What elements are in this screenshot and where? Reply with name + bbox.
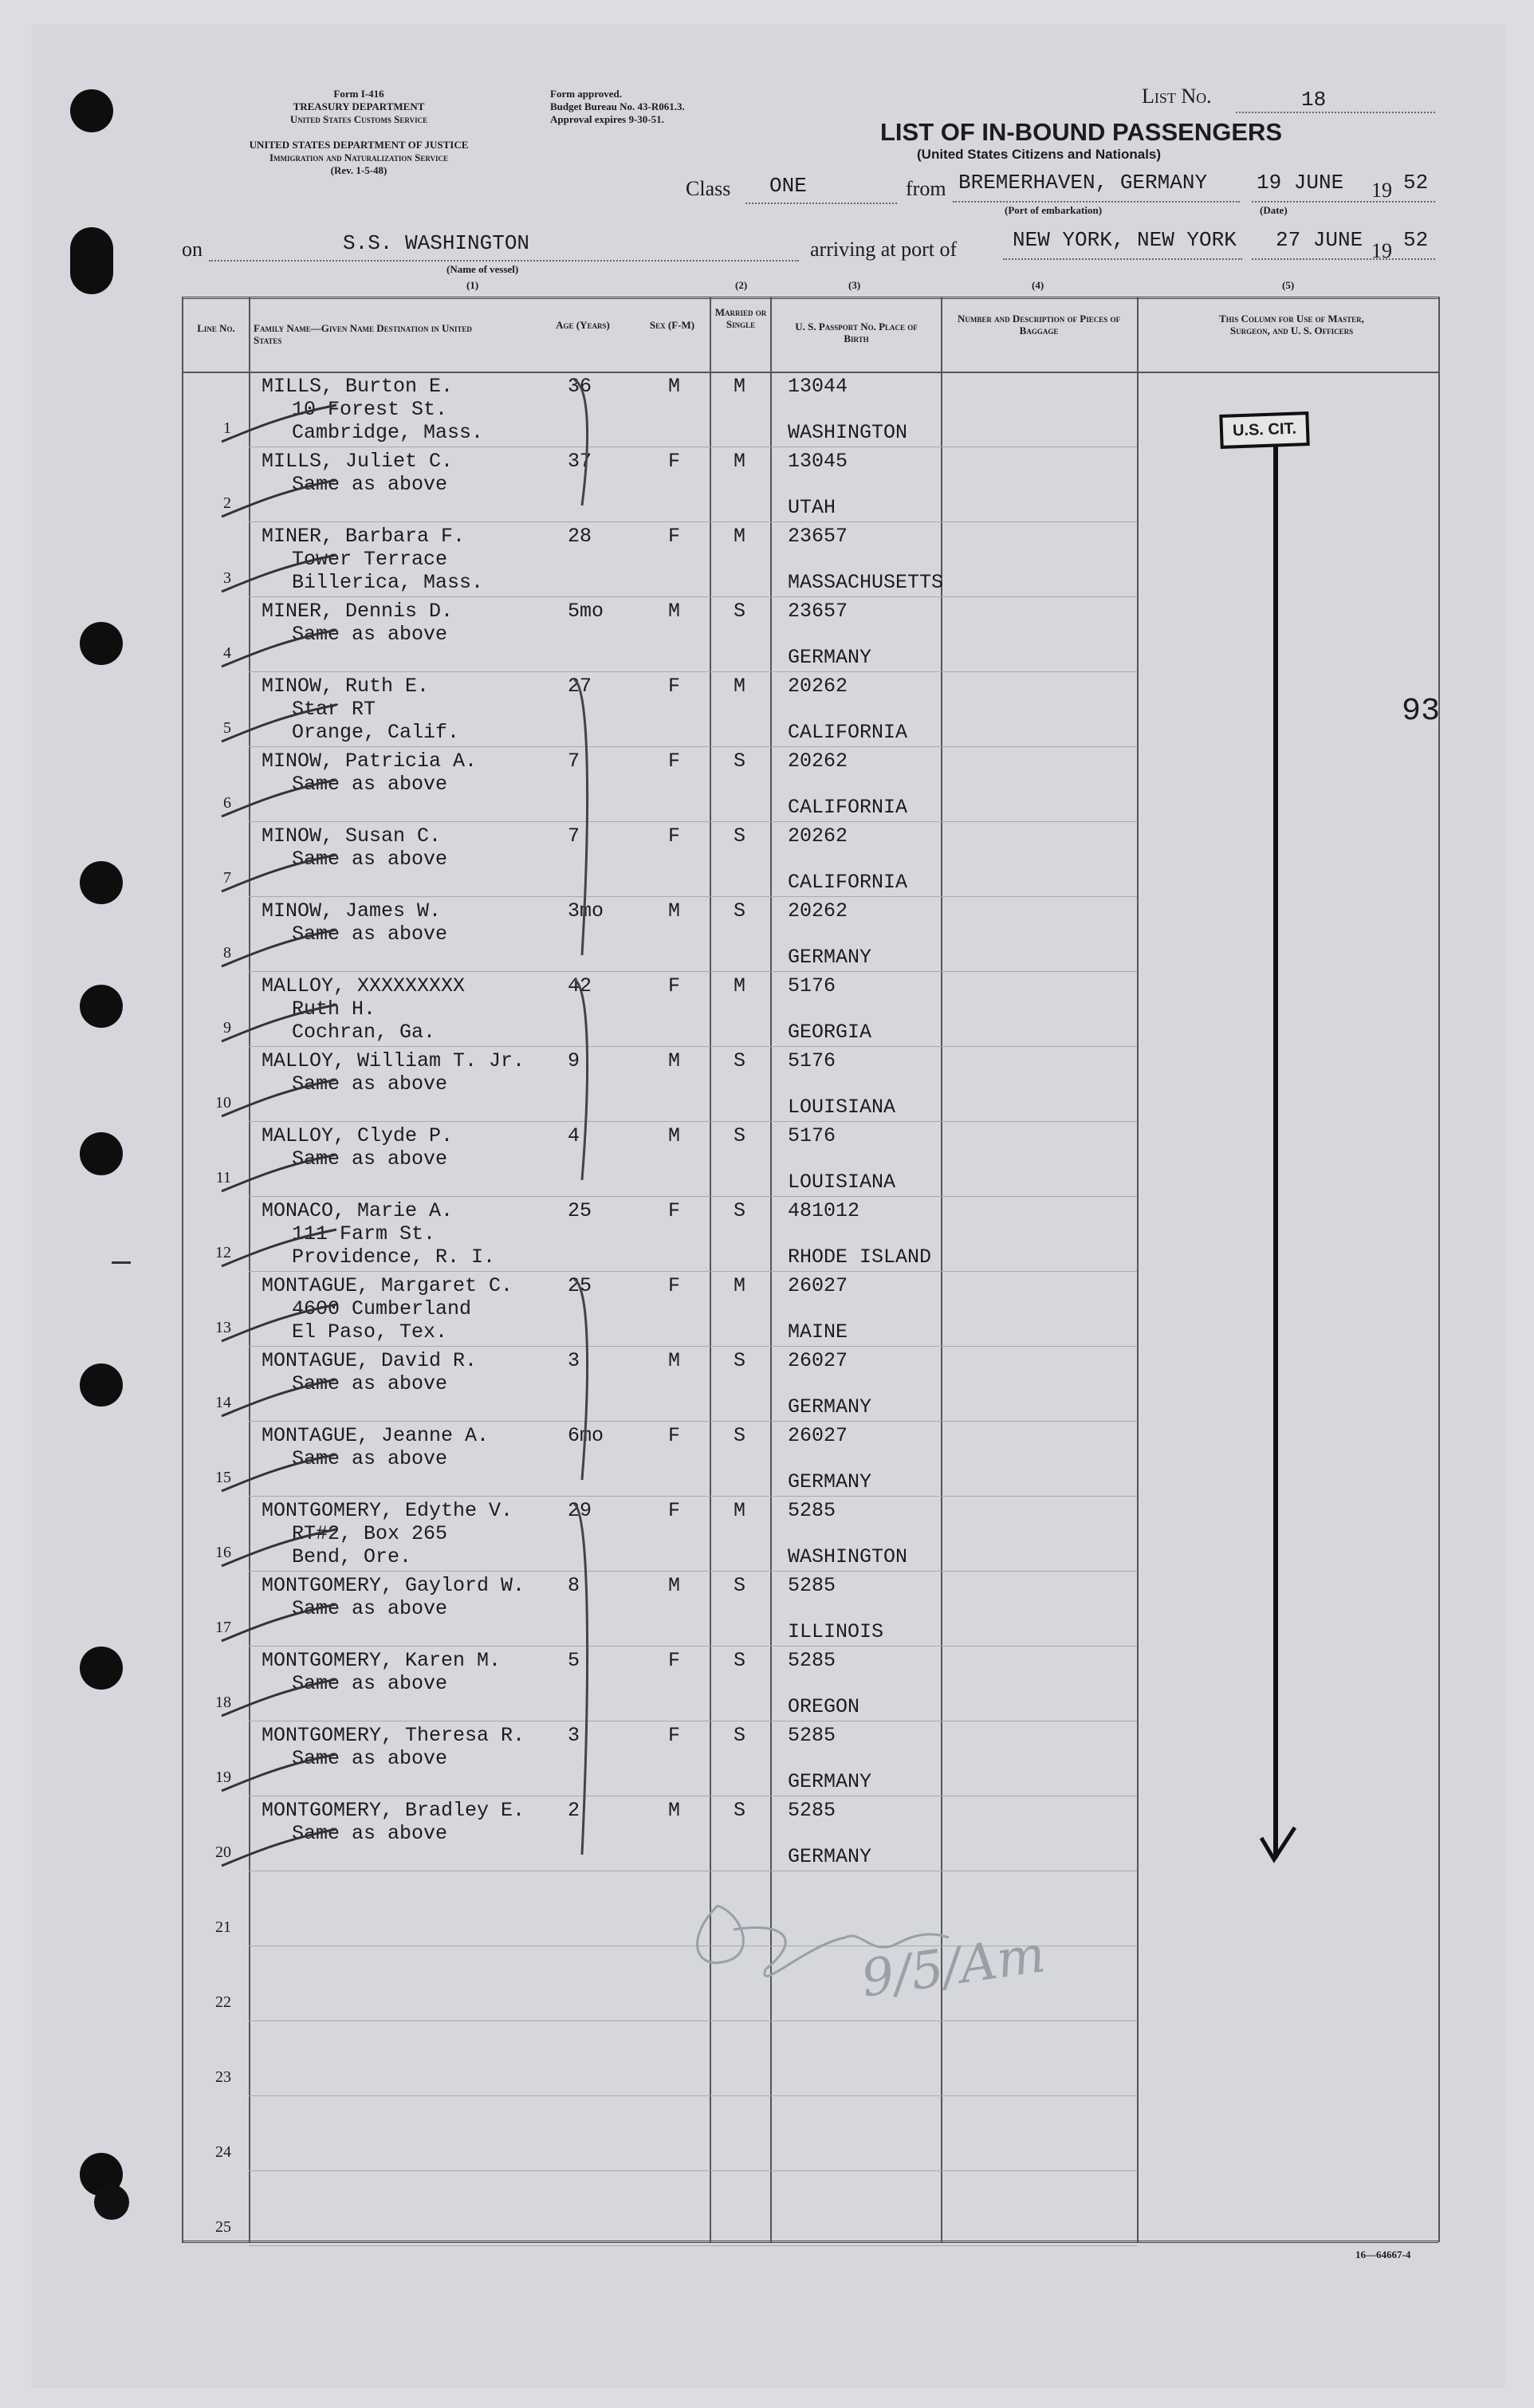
col-header-line-no: Line No. bbox=[197, 322, 235, 334]
age-value: 7 bbox=[568, 750, 580, 773]
passport-number: 13044 bbox=[788, 375, 848, 398]
family-bracket bbox=[558, 679, 606, 955]
place-of-birth: GERMANY bbox=[788, 646, 872, 669]
marital-status: S bbox=[734, 1349, 746, 1372]
binder-hole bbox=[80, 622, 123, 665]
sex-value: M bbox=[668, 375, 681, 398]
destination-line: Same as above bbox=[292, 773, 448, 796]
check-mark-icon bbox=[217, 1601, 344, 1649]
passenger-name: MONTGOMERY, Theresa R. bbox=[262, 1724, 525, 1747]
passenger-name: MALLOY, William T. Jr. bbox=[262, 1049, 525, 1072]
check-mark-icon bbox=[217, 1301, 344, 1349]
from-year-prefix: 19 bbox=[1371, 179, 1392, 202]
passport-number: 23657 bbox=[788, 525, 848, 548]
side-number: 93 bbox=[1402, 694, 1441, 730]
family-bracket bbox=[558, 1279, 606, 1480]
marital-status: S bbox=[734, 1049, 746, 1072]
age-value: 2 bbox=[568, 1799, 580, 1822]
sex-value: F bbox=[668, 974, 681, 997]
passenger-name: MINER, Barbara F. bbox=[262, 525, 466, 548]
sex-value: M bbox=[668, 1574, 681, 1597]
passport-number: 23657 bbox=[788, 600, 848, 623]
age-value: 4 bbox=[568, 1124, 580, 1147]
marital-status: S bbox=[734, 1424, 746, 1447]
line-number: 1 bbox=[223, 419, 231, 437]
age-value: 36 bbox=[568, 375, 592, 398]
check-mark-icon bbox=[217, 402, 344, 450]
destination-line: Same as above bbox=[292, 1747, 448, 1770]
check-mark-icon bbox=[217, 627, 344, 675]
sex-value: F bbox=[668, 675, 681, 698]
marital-status: S bbox=[734, 824, 746, 848]
line-number: 8 bbox=[223, 944, 231, 962]
destination-line: 4600 Cumberland bbox=[292, 1297, 472, 1320]
destination-line: El Paso, Tex. bbox=[292, 1320, 448, 1344]
marital-status: S bbox=[734, 1124, 746, 1147]
line-number: 6 bbox=[223, 794, 231, 812]
line-number: 3 bbox=[223, 569, 231, 587]
list-no-label: List No. bbox=[1142, 85, 1212, 108]
sex-value: M bbox=[668, 600, 681, 623]
place-of-birth: UTAH bbox=[788, 496, 836, 519]
line-number: 15 bbox=[215, 1469, 231, 1486]
line-number: 14 bbox=[215, 1394, 231, 1411]
passport-number: 20262 bbox=[788, 675, 848, 698]
marital-status: S bbox=[734, 1199, 746, 1222]
check-mark-icon bbox=[217, 1076, 344, 1124]
col-header-age: Age (Years) bbox=[556, 319, 610, 331]
place-of-birth: CALIFORNIA bbox=[788, 721, 908, 744]
arrival-port: NEW YORK, NEW YORK bbox=[1013, 228, 1237, 252]
col-number: (3) bbox=[848, 279, 861, 291]
family-bracket bbox=[558, 1504, 606, 1855]
binder-hole bbox=[70, 227, 113, 294]
family-bracket bbox=[558, 979, 606, 1180]
row-divider bbox=[249, 2170, 1137, 2171]
sex-value: F bbox=[668, 1199, 681, 1222]
sex-value: M bbox=[668, 1349, 681, 1372]
place-of-birth: LOUISIANA bbox=[788, 1096, 896, 1119]
line-number: 24 bbox=[215, 2143, 231, 2161]
passenger-name: MONTGOMERY, Edythe V. bbox=[262, 1499, 513, 1522]
destination-line: Same as above bbox=[292, 1072, 448, 1096]
check-mark-icon bbox=[217, 1526, 344, 1574]
place-of-birth: WASHINGTON bbox=[788, 1545, 908, 1568]
check-mark-icon bbox=[217, 1826, 344, 1874]
line-number: 18 bbox=[215, 1694, 231, 1711]
check-mark-icon bbox=[217, 1751, 344, 1799]
passport-number: 5285 bbox=[788, 1724, 836, 1747]
destination-line: Same as above bbox=[292, 1822, 448, 1845]
col-number: (2) bbox=[735, 279, 748, 291]
age-value: 25 bbox=[568, 1274, 592, 1297]
passenger-name: MONTGOMERY, Karen M. bbox=[262, 1649, 502, 1672]
binder-hole bbox=[80, 1363, 123, 1407]
ins-service: Immigration and Naturalization Service bbox=[269, 151, 449, 163]
place-of-birth: OREGON bbox=[788, 1695, 860, 1718]
marital-status: S bbox=[734, 1799, 746, 1822]
marital-status: M bbox=[734, 974, 746, 997]
passenger-name: MONTGOMERY, Bradley E. bbox=[262, 1799, 525, 1822]
age-value: 3mo bbox=[568, 899, 604, 923]
passenger-name: MONTGOMERY, Gaylord W. bbox=[262, 1574, 525, 1597]
destination-line: Same as above bbox=[292, 1372, 448, 1395]
pencil-signature bbox=[670, 1882, 1005, 2009]
destination-line: Same as above bbox=[292, 1597, 448, 1620]
arrival-year-prefix: 19 bbox=[1371, 239, 1392, 262]
place-of-birth: GERMANY bbox=[788, 1470, 872, 1493]
line-number: 16 bbox=[215, 1544, 231, 1561]
marital-status: S bbox=[734, 899, 746, 923]
row-divider bbox=[249, 521, 1137, 522]
col-header-official: This Column for Use of Master, Surgeon, and U. S. Officers bbox=[1219, 313, 1364, 336]
budget-bureau: Budget Bureau No. 43-R061.3. bbox=[550, 100, 685, 112]
line-number: 5 bbox=[223, 719, 231, 737]
binder-hole bbox=[80, 1647, 123, 1690]
line-number: 20 bbox=[215, 1843, 231, 1861]
passenger-name: MINOW, Susan C. bbox=[262, 824, 442, 848]
place-of-birth: MAINE bbox=[788, 1320, 848, 1344]
form-number: Form I-416 bbox=[333, 88, 384, 100]
sex-value: M bbox=[668, 899, 681, 923]
sex-value: F bbox=[668, 824, 681, 848]
row-divider bbox=[249, 1046, 1137, 1047]
destination-line: RT#2, Box 265 bbox=[292, 1522, 448, 1545]
row-divider bbox=[249, 1271, 1137, 1272]
check-mark-icon bbox=[217, 702, 344, 750]
check-mark-icon bbox=[217, 477, 344, 525]
place-of-birth: GERMANY bbox=[788, 1845, 872, 1868]
destination-line: Cambridge, Mass. bbox=[292, 421, 484, 444]
row-divider bbox=[249, 746, 1137, 747]
destination-line: Star RT bbox=[292, 698, 376, 721]
check-mark-icon bbox=[217, 777, 344, 824]
passport-number: 5176 bbox=[788, 1049, 836, 1072]
line-number: 2 bbox=[223, 494, 231, 512]
age-value: 9 bbox=[568, 1049, 580, 1072]
age-value: 5mo bbox=[568, 600, 604, 623]
vessel-name: S.S. WASHINGTON bbox=[343, 231, 530, 255]
customs-service: United States Customs Service bbox=[289, 113, 428, 125]
from-date: 19 JUNE bbox=[1257, 171, 1344, 195]
destination-line: Bend, Ore. bbox=[292, 1545, 412, 1568]
marital-status: M bbox=[734, 450, 746, 473]
passport-number: 5176 bbox=[788, 974, 836, 997]
justice-dept: UNITED STATES DEPARTMENT OF JUSTICE bbox=[249, 139, 469, 151]
row-divider bbox=[249, 1496, 1137, 1497]
passport-number: 26027 bbox=[788, 1424, 848, 1447]
passport-number: 5285 bbox=[788, 1799, 836, 1822]
from-year: 52 bbox=[1403, 171, 1429, 195]
destination-line: Same as above bbox=[292, 923, 448, 946]
passenger-name: MONTAGUE, David R. bbox=[262, 1349, 478, 1372]
sex-value: F bbox=[668, 1649, 681, 1672]
place-of-birth: CALIFORNIA bbox=[788, 871, 908, 894]
from-port: BREMERHAVEN, GERMANY bbox=[958, 171, 1208, 195]
table-top-rule bbox=[182, 297, 1438, 299]
check-mark-icon bbox=[217, 1676, 344, 1724]
age-value: 3 bbox=[568, 1724, 580, 1747]
sex-value: M bbox=[668, 1049, 681, 1072]
sex-value: F bbox=[668, 525, 681, 548]
row-divider bbox=[249, 1571, 1137, 1572]
destination-line: Same as above bbox=[292, 623, 448, 646]
binder-hole bbox=[94, 2185, 129, 2220]
row-divider bbox=[249, 2095, 1137, 2096]
class-label: Class bbox=[686, 177, 731, 200]
age-value: 28 bbox=[568, 525, 592, 548]
place-of-birth: CALIFORNIA bbox=[788, 796, 908, 819]
age-value: 29 bbox=[568, 1499, 592, 1522]
destination-line: Same as above bbox=[292, 848, 448, 871]
line-number: 4 bbox=[223, 644, 231, 662]
destination-line: Same as above bbox=[292, 1672, 448, 1695]
passport-number: 26027 bbox=[788, 1349, 848, 1372]
form-title: LIST OF IN-BOUND PASSENGERS bbox=[880, 118, 1283, 146]
binder-hole bbox=[80, 985, 123, 1028]
col-header-sex: Sex (F-M) bbox=[649, 319, 695, 331]
passenger-name: MINOW, Ruth E. bbox=[262, 675, 430, 698]
check-mark-icon bbox=[217, 1376, 344, 1424]
passport-number: 481012 bbox=[788, 1199, 860, 1222]
passport-number: 5176 bbox=[788, 1124, 836, 1147]
passport-number: 5285 bbox=[788, 1499, 836, 1522]
row-divider bbox=[249, 1646, 1137, 1647]
passenger-name: MINER, Dennis D. bbox=[262, 600, 454, 623]
destination-line: Ruth H. bbox=[292, 997, 376, 1021]
destination-line: Same as above bbox=[292, 1147, 448, 1171]
arriving-label: arriving at port of bbox=[810, 238, 958, 261]
from-label: from bbox=[906, 177, 946, 200]
treasury-dept: TREASURY DEPARTMENT bbox=[293, 100, 425, 112]
passport-number: 20262 bbox=[788, 750, 848, 773]
age-value: 5 bbox=[568, 1649, 580, 1672]
sex-value: F bbox=[668, 450, 681, 473]
passport-number: 5285 bbox=[788, 1649, 836, 1672]
col-number: (4) bbox=[1032, 279, 1044, 291]
pencil-annotation: 9/5/Am bbox=[857, 1925, 1049, 2009]
line-number: 23 bbox=[215, 2068, 231, 2086]
col-header-baggage: Number and Description of Pieces of Baggage bbox=[958, 313, 1120, 336]
class-value: ONE bbox=[769, 174, 807, 198]
check-mark-icon bbox=[217, 927, 344, 974]
age-value: 6mo bbox=[568, 1424, 604, 1447]
row-divider bbox=[249, 896, 1137, 897]
passenger-name: MONACO, Marie A. bbox=[262, 1199, 454, 1222]
place-of-birth: MASSACHUSETTS bbox=[788, 571, 944, 594]
row-divider bbox=[249, 1121, 1137, 1122]
list-no-value: 18 bbox=[1301, 88, 1327, 112]
line-number: 19 bbox=[215, 1769, 231, 1786]
approval-expires: Approval expires 9-30-51. bbox=[550, 113, 664, 125]
port-embark-label: (Port of embarkation) bbox=[1005, 204, 1103, 216]
place-of-birth: GERMANY bbox=[788, 946, 872, 969]
table-bottom-rule bbox=[182, 2241, 1438, 2243]
destination-line: Providence, R. I. bbox=[292, 1245, 496, 1269]
line-number: 25 bbox=[215, 2218, 231, 2236]
header-bottom-rule bbox=[182, 372, 1438, 373]
row-divider bbox=[249, 1421, 1137, 1422]
line-number: 17 bbox=[215, 1619, 231, 1636]
check-mark-icon bbox=[217, 852, 344, 899]
place-of-birth: GERMANY bbox=[788, 1770, 872, 1793]
age-value: 42 bbox=[568, 974, 592, 997]
passenger-name: MINOW, James W. bbox=[262, 899, 442, 923]
place-of-birth: RHODE ISLAND bbox=[788, 1245, 932, 1269]
binder-hole bbox=[70, 89, 113, 132]
line-number: 22 bbox=[215, 1993, 231, 2011]
footer-code: 16—64667-4 bbox=[1355, 2249, 1411, 2260]
row-divider bbox=[249, 596, 1137, 597]
sex-value: F bbox=[668, 1724, 681, 1747]
col-header-married: Married or Single bbox=[714, 306, 767, 330]
sex-value: F bbox=[668, 1499, 681, 1522]
row-divider bbox=[249, 1346, 1137, 1347]
row-divider bbox=[249, 1196, 1137, 1197]
line-number: 10 bbox=[215, 1094, 231, 1112]
place-of-birth: WASHINGTON bbox=[788, 421, 908, 444]
marital-status: M bbox=[734, 1274, 746, 1297]
marital-status: M bbox=[734, 675, 746, 698]
place-of-birth: LOUISIANA bbox=[788, 1171, 896, 1194]
sex-value: M bbox=[668, 1799, 681, 1822]
age-value: 8 bbox=[568, 1574, 580, 1597]
revision: (Rev. 1-5-48) bbox=[330, 164, 387, 176]
passport-number: 13045 bbox=[788, 450, 848, 473]
age-value: 7 bbox=[568, 824, 580, 848]
arrow-icon bbox=[1244, 447, 1308, 1874]
form-approved: Form approved. bbox=[550, 88, 623, 100]
check-mark-icon bbox=[217, 1451, 344, 1499]
vessel-label: (Name of vessel) bbox=[446, 263, 519, 275]
row-divider bbox=[249, 2020, 1137, 2021]
age-value: 25 bbox=[568, 1199, 592, 1222]
destination-line: Billerica, Mass. bbox=[292, 571, 484, 594]
sex-value: F bbox=[668, 1274, 681, 1297]
place-of-birth: GEORGIA bbox=[788, 1021, 872, 1044]
col-number: (1) bbox=[466, 279, 479, 291]
marital-status: M bbox=[734, 375, 746, 398]
marital-status: S bbox=[734, 1724, 746, 1747]
line-number: 21 bbox=[215, 1918, 231, 1936]
row-divider bbox=[249, 2245, 1137, 2246]
date-label: (Date) bbox=[1260, 204, 1288, 216]
col-header-name: Family Name—Given Name Destination in United States bbox=[254, 322, 472, 346]
marital-status: M bbox=[734, 525, 746, 548]
destination-line: 111 Farm St. bbox=[292, 1222, 436, 1245]
citizen-stamp: U.S. CIT. bbox=[1219, 411, 1309, 449]
passenger-name: MINOW, Patricia A. bbox=[262, 750, 478, 773]
passport-number: 20262 bbox=[788, 899, 848, 923]
passenger-name: MONTAGUE, Jeanne A. bbox=[262, 1424, 490, 1447]
row-divider bbox=[249, 821, 1137, 822]
destination-line: Tower Terrace bbox=[292, 548, 448, 571]
row-divider bbox=[249, 671, 1137, 672]
binder-hole bbox=[80, 861, 123, 904]
check-mark-icon bbox=[217, 1226, 344, 1274]
col-number: (5) bbox=[1282, 279, 1295, 291]
on-label: on bbox=[182, 238, 203, 261]
marital-status: S bbox=[734, 600, 746, 623]
row-divider bbox=[249, 971, 1137, 972]
passport-number: 26027 bbox=[788, 1274, 848, 1297]
line-number: 13 bbox=[215, 1319, 231, 1336]
destination-line: Same as above bbox=[292, 473, 448, 496]
binder-hole bbox=[80, 1132, 123, 1175]
marital-status: S bbox=[734, 1574, 746, 1597]
sex-value: F bbox=[668, 1424, 681, 1447]
passenger-name: MILLS, Burton E. bbox=[262, 375, 454, 398]
line-number: 9 bbox=[223, 1019, 231, 1037]
destination-line: Orange, Calif. bbox=[292, 721, 460, 744]
marital-status: S bbox=[734, 1649, 746, 1672]
sex-value: M bbox=[668, 1124, 681, 1147]
arrival-date: 27 JUNE bbox=[1276, 228, 1363, 252]
place-of-birth: GERMANY bbox=[788, 1395, 872, 1418]
marital-status: S bbox=[734, 750, 746, 773]
passenger-name: MALLOY, Clyde P. bbox=[262, 1124, 454, 1147]
passenger-name: MONTAGUE, Margaret C. bbox=[262, 1274, 513, 1297]
marital-status: M bbox=[734, 1499, 746, 1522]
destination-line: Same as above bbox=[292, 1447, 448, 1470]
place-of-birth: ILLINOIS bbox=[788, 1620, 884, 1643]
check-mark-icon bbox=[217, 1001, 344, 1049]
line-number: 7 bbox=[223, 869, 231, 887]
passport-number: 20262 bbox=[788, 824, 848, 848]
form-subtitle: (United States Citizens and Nationals) bbox=[917, 147, 1162, 162]
destination-line: Cochran, Ga. bbox=[292, 1021, 436, 1044]
arrival-year: 52 bbox=[1403, 228, 1429, 252]
age-value: 37 bbox=[568, 450, 592, 473]
check-mark-icon bbox=[217, 1151, 344, 1199]
col-header-passport: U. S. Passport No. Place of Birth bbox=[795, 321, 918, 344]
family-bracket bbox=[558, 380, 606, 506]
destination-line: 10 Forest St. bbox=[292, 398, 448, 421]
line-number: 12 bbox=[215, 1244, 231, 1261]
sex-value: F bbox=[668, 750, 681, 773]
passenger-name: MALLOY, XXXXXXXXX bbox=[262, 974, 466, 997]
age-value: 3 bbox=[568, 1349, 580, 1372]
passport-number: 5285 bbox=[788, 1574, 836, 1597]
age-value: 27 bbox=[568, 675, 592, 698]
passenger-name: MILLS, Juliet C. bbox=[262, 450, 454, 473]
line-number: 11 bbox=[215, 1169, 231, 1186]
check-mark-icon bbox=[217, 552, 344, 600]
